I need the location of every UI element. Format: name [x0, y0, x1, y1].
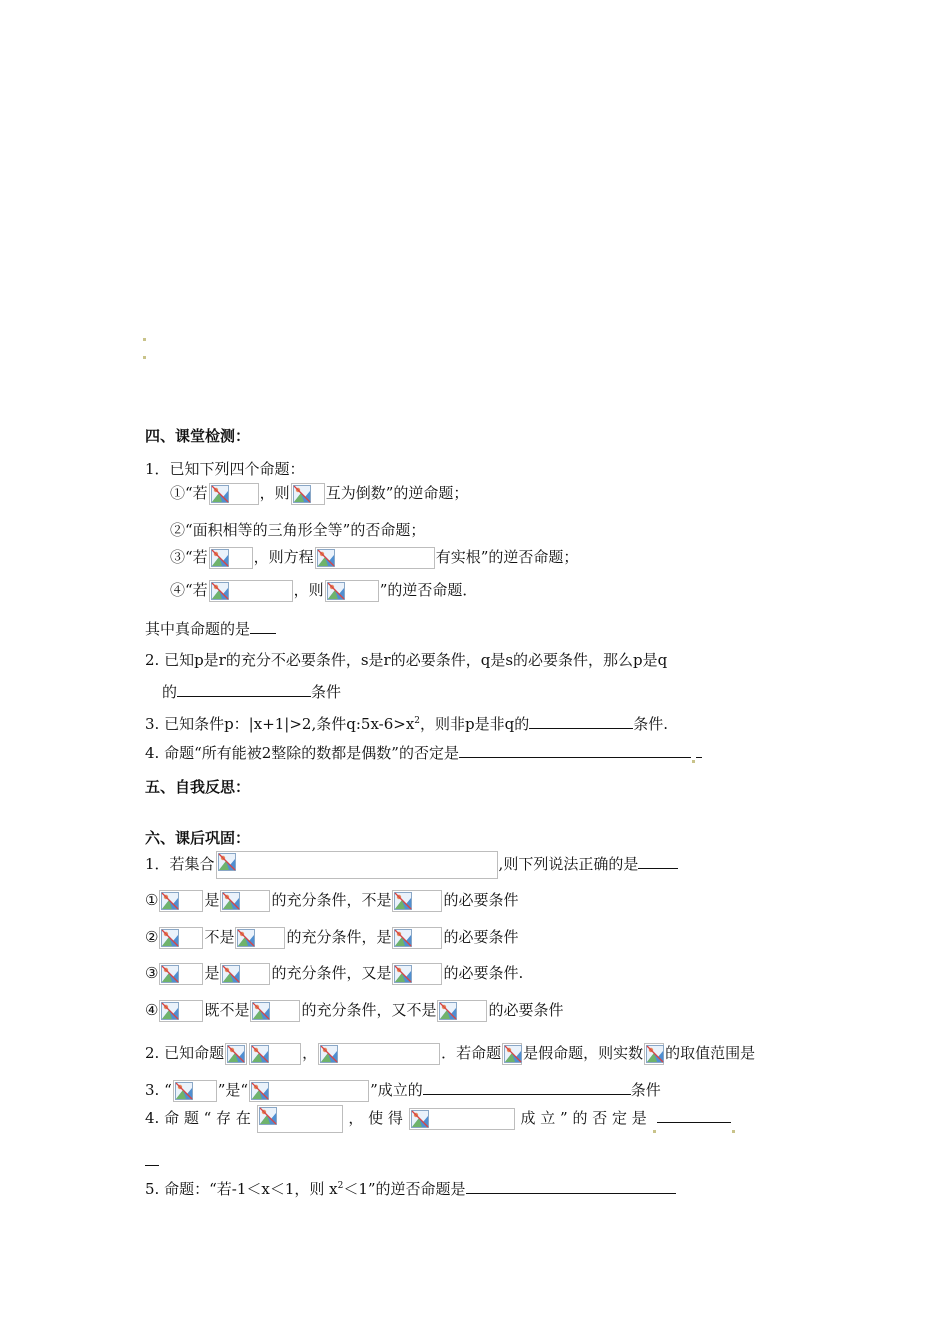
broken-image-icon — [159, 963, 203, 985]
question-text: 1．若集合 ,则下列说法正确的是 — [145, 851, 678, 879]
option-3: ③ 是 的充分条件，又是 的必要条件. — [145, 963, 523, 985]
question-text: 3. “ ”是“ ”成立的 条件 — [145, 1079, 661, 1102]
question-text: 2. 已知p是r的充分不必要条件，s是r的必要条件，q是s的必要条件，那么p是q — [145, 651, 668, 669]
answer-blank[interactable] — [657, 1107, 731, 1123]
question-text: 4. 命题“所有能被2整除的数都是偶数”的否定是 — [145, 742, 702, 763]
stray-dot — [143, 338, 146, 341]
broken-image-icon — [291, 483, 325, 505]
broken-image-icon — [159, 890, 203, 912]
broken-image-icon — [392, 927, 442, 949]
broken-image-icon — [159, 927, 203, 949]
broken-image-icon — [392, 963, 442, 985]
question-text: 2. 已知命题 ， ．若命题 是假命题，则实数 的取值范围是 — [145, 1043, 755, 1065]
broken-image-icon — [173, 1080, 217, 1102]
section-heading-6: 六、课后巩固： — [145, 829, 251, 847]
proposition-2: ②“面积相等的三角形全等”的否命题； — [170, 521, 426, 539]
broken-image-icon — [235, 927, 285, 949]
answer-blank[interactable] — [250, 618, 276, 634]
proposition-3: ③“若 ，则方程 有实根”的逆否命题； — [170, 547, 578, 569]
question-text: 3. 已知条件p：|x+1|>2,条件$q:5x-6>x^2$，则非p是非q的 条件. — [145, 715, 669, 733]
option-2: ② 不是 的充分条件，是 的必要条件 — [145, 927, 519, 949]
section-heading-4: 四、课堂检测： — [145, 427, 251, 445]
broken-image-icon — [318, 1043, 440, 1065]
answer-blank[interactable] — [177, 681, 311, 697]
broken-image-icon — [257, 1105, 343, 1133]
broken-image-icon — [209, 547, 253, 569]
answer-blank[interactable] — [529, 713, 633, 729]
question-text: 的 条件 — [162, 683, 342, 701]
question-text: 5. 命题：“若-1＜x＜1，则 $x^2<1$”的逆否命题是 — [145, 1178, 676, 1199]
broken-image-icon — [216, 851, 498, 879]
broken-image-icon — [250, 1000, 300, 1022]
answer-blank[interactable] — [466, 1178, 676, 1194]
broken-image-icon — [159, 1000, 203, 1022]
broken-image-icon — [502, 1043, 522, 1065]
question-text: 其中真命题的是 — [145, 618, 276, 639]
broken-image-icon — [220, 890, 270, 912]
option-4: ④ 既不是 的充分条件，又不是 的必要条件 — [145, 1000, 564, 1022]
broken-image-icon — [392, 890, 442, 912]
question-text: 4. 命 题 “ 存 在 ， 使 得 成 立 ” 的 否 定 是 — [145, 1105, 736, 1133]
broken-image-icon — [220, 963, 270, 985]
broken-image-icon — [225, 1043, 247, 1065]
broken-image-icon — [209, 580, 293, 602]
broken-image-icon — [249, 1043, 301, 1065]
answer-blank-continuation[interactable] — [145, 1150, 159, 1171]
question-text: 1．已知下列四个命题： — [145, 460, 305, 478]
answer-blank[interactable] — [423, 1079, 631, 1095]
stray-dot — [143, 356, 146, 359]
answer-blank[interactable] — [459, 742, 691, 758]
broken-image-icon — [644, 1043, 664, 1065]
answer-blank[interactable] — [638, 853, 678, 869]
broken-image-icon — [409, 1108, 515, 1130]
option-1: ① 是 的充分条件，不是 的必要条件 — [145, 890, 519, 912]
section-heading-5: 五、自我反思： — [145, 778, 251, 796]
broken-image-icon — [249, 1080, 369, 1102]
broken-image-icon — [209, 483, 259, 505]
broken-image-icon — [315, 547, 435, 569]
answer-blank[interactable] — [696, 742, 702, 758]
proposition-4: ④“若 ，则 ”的逆否命题． — [170, 580, 477, 602]
broken-image-icon — [325, 580, 379, 602]
proposition-1: ①“若 ，则 互为倒数”的逆命题； — [170, 483, 468, 505]
broken-image-icon — [437, 1000, 487, 1022]
